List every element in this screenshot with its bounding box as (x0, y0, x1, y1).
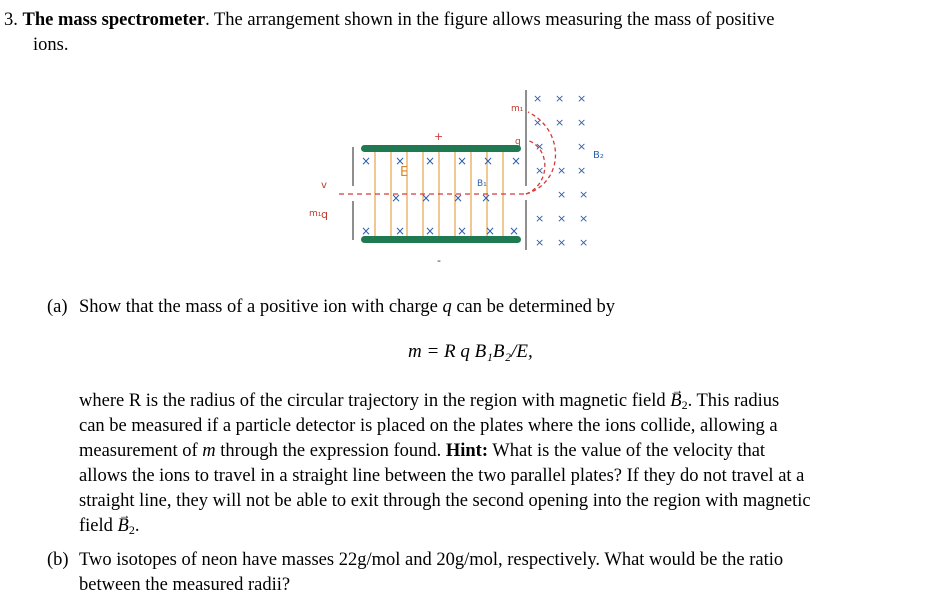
label-q-left: q (321, 208, 328, 221)
var-q: q (442, 297, 452, 317)
field-cross: × (485, 224, 496, 238)
field-cross: × (395, 154, 406, 168)
field-cross: × (457, 154, 468, 168)
label-v: v (321, 180, 327, 191)
field-cross: × (533, 116, 543, 129)
part-a-text: Show that the mass of a positive ion with charge (79, 297, 443, 317)
field-cross: × (555, 116, 565, 129)
field-cross: × (577, 164, 587, 177)
problem-number: 3. (4, 10, 18, 30)
field-cross: × (535, 140, 545, 153)
part-a-statement (79, 296, 615, 318)
field-cross: × (421, 191, 432, 205)
problem-heading (4, 9, 775, 31)
var-B: → B (118, 515, 129, 537)
var-m: m (202, 441, 216, 461)
label-m1-left: m₁ (309, 209, 322, 219)
field-cross: × (483, 154, 494, 168)
part-a-para-line1 (79, 390, 779, 412)
label-m1-top: m₁ (511, 104, 524, 114)
top-plate (361, 145, 521, 152)
field-cross: × (579, 212, 589, 225)
field-cross: × (509, 224, 520, 238)
field-cross: × (481, 191, 492, 205)
field-cross: × (557, 164, 567, 177)
field-cross: × (457, 224, 468, 238)
para-text: where R is the radius of the circular trajectory in the region with magnetic field (79, 391, 671, 411)
para-text: measurement of (79, 441, 203, 461)
part-a-para-line5: straight line, they will not be able to exit through the second opening into the region with magnetic (79, 491, 811, 511)
part-a-para-line6 (79, 515, 139, 537)
spectrometer-figure (303, 82, 625, 267)
field-cross: × (535, 164, 545, 177)
para-text: What is the value of the velocity that (488, 441, 766, 461)
field-cross: × (579, 236, 589, 249)
field-cross: × (361, 154, 372, 168)
field-cross: × (425, 224, 436, 238)
b1-field-crosses (361, 154, 521, 238)
hint-label: Hint: (445, 441, 488, 461)
bottom-plate (361, 236, 521, 243)
field-cross: × (557, 236, 567, 249)
part-b-label: (b) (47, 550, 69, 570)
para-text: . (134, 516, 140, 536)
field-cross: × (557, 212, 567, 225)
problem-intro-line2: ions. (33, 35, 69, 55)
field-cross: × (395, 224, 406, 238)
problem-intro-line1: . The arrangement shown in the figure allows measuring the mass of positive (205, 10, 775, 30)
field-cross: × (577, 116, 587, 129)
part-a-para-line3 (79, 440, 765, 462)
label-E: E (400, 165, 409, 180)
part-b-line2: between the measured radii? (79, 575, 291, 595)
field-cross: × (577, 92, 587, 105)
problem-title: The mass spectrometer (22, 10, 206, 30)
field-cross: × (533, 92, 543, 105)
plus-sign: + (434, 130, 444, 143)
field-cross: × (535, 212, 545, 225)
label-B2: B₂ (593, 150, 604, 161)
mass-equation: m = R q B₁B₂/E, (408, 341, 533, 362)
part-a-text: can be determined by (451, 297, 616, 317)
para-text: through the expression found. (215, 441, 446, 461)
b2-field-crosses (533, 92, 588, 249)
field-cross: × (535, 236, 545, 249)
field-cross: × (557, 188, 567, 201)
field-cross: × (577, 140, 587, 153)
field-cross: × (453, 191, 464, 205)
part-a-para-line2: can be measured if a particle detector is placed on the plates where the ions collide, allowing a (79, 416, 778, 436)
label-q-arc: q (515, 137, 521, 147)
minus-sign: - (437, 254, 441, 267)
field-cross: × (391, 191, 402, 205)
part-b-line1: Two isotopes of neon have masses 22g/mol and 20g/mol, respectively. What would be the ratio (79, 550, 784, 570)
subscript: 2 (128, 523, 135, 537)
subscript: 2 (681, 398, 688, 412)
para-text: . This radius (687, 391, 780, 411)
field-cross: × (425, 154, 436, 168)
label-B1: B₁ (477, 179, 487, 189)
field-cross: × (555, 92, 565, 105)
field-cross: × (361, 224, 372, 238)
var-B: → B (670, 390, 681, 412)
field-cross: × (511, 154, 522, 168)
para-text: field (79, 516, 118, 536)
field-cross: × (579, 188, 589, 201)
part-a-label: (a) (47, 297, 68, 317)
part-a-para-line4: allows the ions to travel in a straight line between the two parallel plates? If they do not travel at a (79, 466, 805, 486)
